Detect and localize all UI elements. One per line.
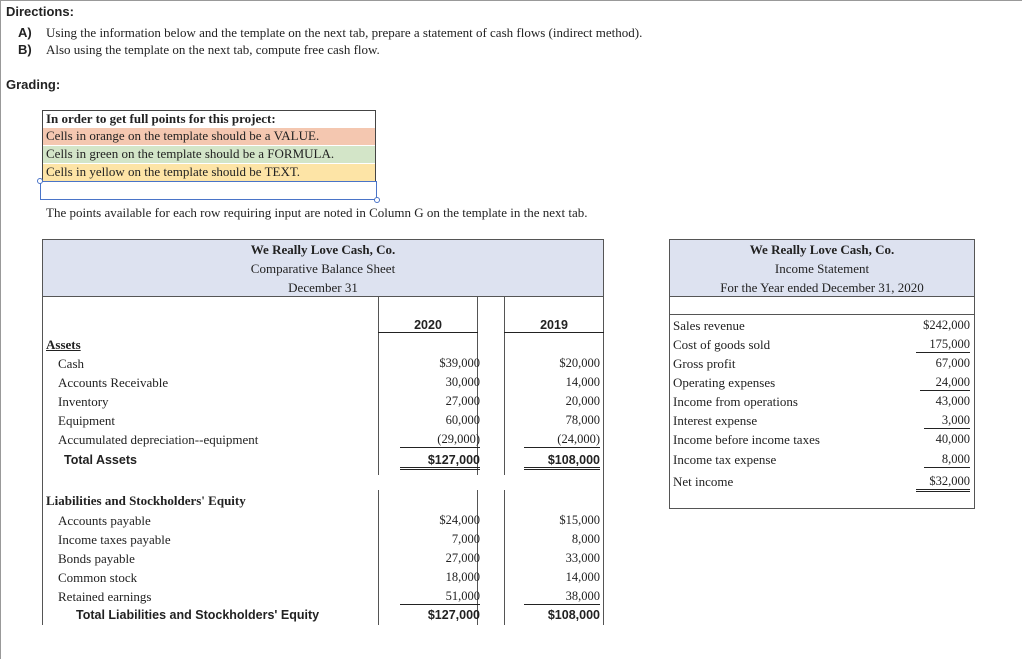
total-assets-2020: $127,000 (400, 453, 480, 470)
liab-label: Accounts payable (58, 513, 151, 528)
is-value: $242,000 (923, 318, 970, 332)
directions-a-label: A) (18, 25, 32, 40)
is-label: Gross profit (673, 356, 736, 371)
liab-2019: $15,000 (559, 513, 600, 527)
directions-b-label: B) (18, 42, 32, 57)
directions-title: Directions: (6, 4, 74, 19)
directions-b-text: Also using the template on the next tab, compute free cash flow. (46, 42, 380, 57)
liab-2019: 8,000 (571, 532, 600, 546)
is-label: Operating expenses (673, 375, 776, 390)
is-label: Income before income taxes (673, 432, 820, 447)
liab-label: Bonds payable (58, 551, 135, 566)
asset-label: Equipment (58, 413, 116, 428)
assets-header: Assets (46, 337, 81, 352)
asset-2019: 14,000 (565, 375, 600, 389)
is-top-line (669, 314, 975, 315)
bs-date: December 31 (288, 280, 358, 295)
bs-company: We Really Love Cash, Co. (250, 242, 396, 257)
grading-row-green: Cells in green on the template should be a FORMULA. (43, 146, 375, 163)
asset-2019: 20,000 (565, 394, 600, 408)
bs-title: Comparative Balance Sheet (250, 261, 396, 276)
asset-2020: $39,000 (439, 356, 480, 370)
liab-header: Liabilities and Stockholders' Equity (46, 493, 246, 508)
asset-2019: 78,000 (565, 413, 600, 427)
is-label: Cost of goods sold (673, 337, 771, 352)
selected-cell[interactable] (40, 181, 377, 200)
grading-row-yellow: Cells in yellow on the template should be TEXT. (43, 164, 375, 181)
asset-2020: 60,000 (445, 413, 480, 427)
is-value: 8,000 (924, 452, 970, 468)
liab-2020: 27,000 (445, 551, 480, 565)
asset-2019: (24,000) (524, 432, 600, 448)
bs-year-2020: 2020 (378, 318, 478, 333)
grading-title: Grading: (6, 77, 61, 92)
bs-year-2019: 2019 (504, 318, 604, 333)
is-label: Sales revenue (673, 318, 745, 333)
is-value: 175,000 (916, 337, 970, 353)
asset-2020: (29,000) (400, 432, 480, 448)
is-value: 24,000 (920, 375, 970, 391)
is-label: Net income (673, 474, 734, 489)
is-label: Income tax expense (673, 452, 777, 467)
is-value: 40,000 (935, 432, 970, 446)
is-value: $32,000 (916, 474, 970, 492)
asset-label: Accounts Receivable (58, 375, 169, 390)
total-liab-label: Total Liabilities and Stockholders' Equity (76, 608, 320, 622)
asset-label: Cash (58, 356, 84, 371)
asset-2020: 27,000 (445, 394, 480, 408)
is-period: For the Year ended December 31, 2020 (720, 280, 924, 295)
grading-note: The points available for each row requiring input are noted in Column G on the template in the next tab. (46, 205, 588, 220)
grading-box (42, 110, 376, 182)
asset-label: Accumulated depreciation--equipment (58, 432, 259, 447)
directions-a-text: Using the information below and the template on the next tab, prepare a statement of cash flows (indirect method). (46, 25, 643, 40)
liab-2019: 33,000 (565, 551, 600, 565)
is-value: 67,000 (935, 356, 970, 370)
is-label: Income from operations (673, 394, 798, 409)
asset-label: Inventory (58, 394, 109, 409)
asset-2019: $20,000 (559, 356, 600, 370)
liab-label: Income taxes payable (58, 532, 171, 547)
is-label: Interest expense (673, 413, 758, 428)
liab-2020: 18,000 (445, 570, 480, 584)
liab-2019: 38,000 (524, 589, 600, 605)
resize-handle[interactable] (374, 197, 380, 203)
grading-row-orange: Cells in orange on the template should be a VALUE. (43, 128, 375, 145)
total-liab-2020: $127,000 (427, 608, 480, 622)
asset-2020: 30,000 (445, 375, 480, 389)
is-title: Income Statement (774, 261, 870, 276)
is-company: We Really Love Cash, Co. (749, 242, 895, 257)
liab-label: Common stock (58, 570, 138, 585)
liab-2020: 51,000 (400, 589, 480, 605)
total-assets-label: Total Assets (64, 453, 137, 467)
liab-2020: $24,000 (439, 513, 480, 527)
liab-2019: 14,000 (565, 570, 600, 584)
total-liab-2019: $108,000 (547, 608, 600, 622)
grading-box-header: In order to get full points for this project: (43, 111, 375, 128)
liab-2020: 7,000 (451, 532, 480, 546)
resize-handle[interactable] (37, 178, 43, 184)
is-value: 3,000 (924, 413, 970, 429)
liab-label: Retained earnings (58, 589, 152, 604)
total-assets-2019: $108,000 (524, 453, 600, 470)
is-value: 43,000 (935, 394, 970, 408)
